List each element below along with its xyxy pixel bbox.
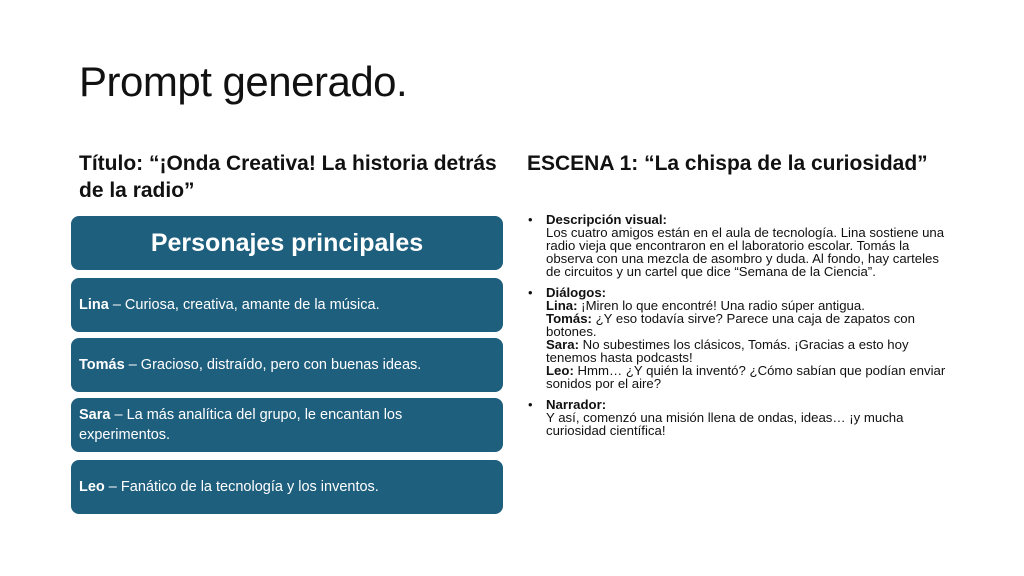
- dialog-line: [546, 338, 948, 364]
- character-desc: – Gracioso, distraído, pero con buenas ideas.: [124, 357, 422, 373]
- dialog-text: Hmm… ¿Y quién la inventó? ¿Cómo sabían que podían enviar sonidos por el aire?: [546, 363, 946, 391]
- dialog-text: ¡Miren lo que encontré! Una radio súper antigua.: [577, 298, 865, 313]
- dialog-line: [546, 364, 948, 390]
- scene-content: [528, 213, 948, 445]
- character-desc: – Curiosa, creativa, amante de la música.: [108, 297, 380, 313]
- character-card-tomas: [71, 338, 503, 392]
- narrator-text: Y así, comenzó una misión llena de ondas, ideas… ¡y mucha curiosidad científica!: [546, 410, 904, 438]
- narrator-item: [528, 398, 948, 437]
- slide-title: Prompt generado.: [79, 58, 408, 105]
- dialog-text: No subestimes los clásicos, Tomás. ¡Gracias a esto hoy tenemos hasta podcasts!: [546, 337, 909, 365]
- dialog-speaker: Leo:: [546, 363, 574, 378]
- characters-header: Personajes principales: [71, 216, 503, 270]
- character-card-sara: [71, 398, 503, 452]
- dialogs-label: • Diálogos:: [546, 285, 607, 300]
- character-card-lina: [71, 278, 503, 332]
- visual-description-item: [528, 213, 948, 278]
- character-name: Sara: [79, 407, 111, 423]
- character-desc: – Fanático de la tecnología y los inventos.: [104, 479, 379, 495]
- visual-text: Los cuatro amigos están en el aula de tecnología. Lina sostiene una radio vieja que encontraron en el laboratorio escolar. Tomás la observa con una mezcla de asombro y duda. Al fondo, hay carteles de circuitos y un cartel que dice “Semana de la Ciencia”.: [546, 225, 945, 279]
- dialog-speaker: Lina:: [546, 298, 578, 313]
- scene-heading: ESCENA 1: “La chispa de la curiosidad”: [527, 152, 928, 175]
- character-card-leo: [71, 460, 503, 514]
- dialog-speaker: Tomás:: [546, 311, 592, 326]
- visual-label: • Descripción visual:: [546, 212, 667, 227]
- character-desc: – La más analítica del grupo, le encantan los experimentos.: [79, 407, 403, 443]
- character-name: Lina: [79, 297, 109, 313]
- story-title: Título: “¡Onda Creativa! La historia detrás de la radio”: [79, 152, 497, 202]
- dialog-line: [546, 312, 948, 338]
- narrator-label: • Narrador:: [546, 397, 607, 412]
- dialogs-item: [528, 286, 948, 390]
- character-name: Leo: [79, 479, 105, 495]
- dialog-speaker: Sara:: [546, 337, 579, 352]
- dialog-text: ¿Y eso todavía sirve? Parece una caja de zapatos con botones.: [546, 311, 915, 339]
- character-name: Tomás: [79, 357, 125, 373]
